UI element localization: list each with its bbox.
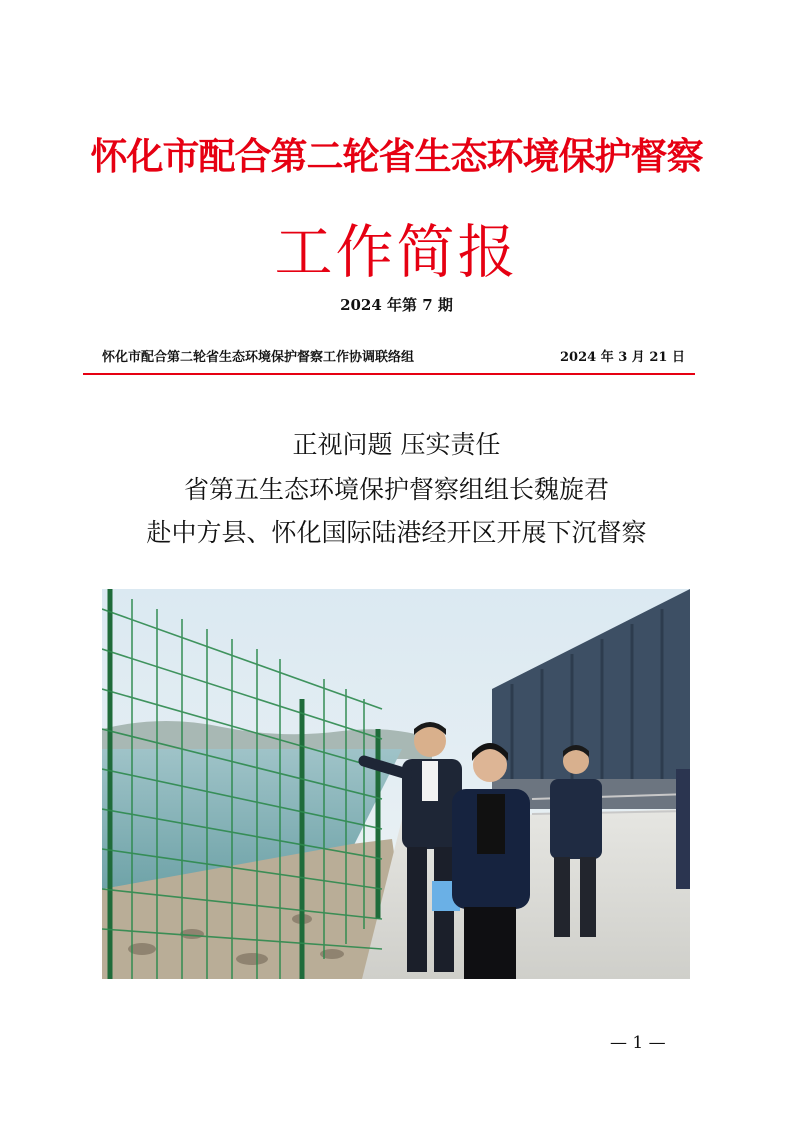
masthead-title: 怀化市配合第二轮省生态环境保护督察 xyxy=(90,134,703,178)
issue-number: 2024 年第 7 期 xyxy=(340,296,453,314)
header-divider xyxy=(83,373,695,375)
headline-line-1: 正视问题 压实责任 xyxy=(292,430,501,459)
inspection-photo xyxy=(102,589,690,979)
page-number: — 1 — xyxy=(610,1033,666,1053)
publish-date: 2024 年 3 月 21 日 xyxy=(560,350,685,365)
publisher: 怀化市配合第二轮省生态环境保护督察工作协调联络组 xyxy=(102,350,415,365)
headline-line-2: 省第五生态环境保护督察组组长魏旋君 xyxy=(183,475,609,504)
masthead-subtitle: 工作简报 xyxy=(274,218,519,286)
headline-line-3: 赴中方县、怀化国际陆港经开区开展下沉督察 xyxy=(146,518,647,547)
